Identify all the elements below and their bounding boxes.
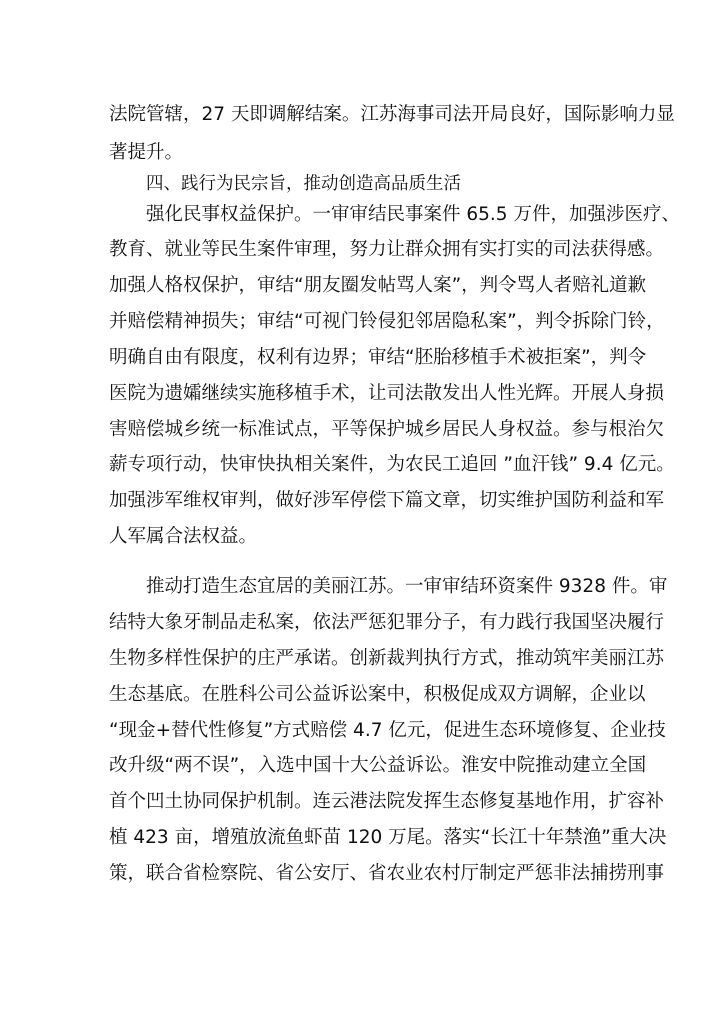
paragraph-line: 加强涉军维权审判，做好涉军停偿下篇文章，切实维护国防利益和军 [109, 490, 665, 511]
paragraph-line: 教育、就业等民生案件审理，努力让群众拥有实打实的司法获得感。 [109, 239, 665, 260]
paragraph-line: 并赔偿精神损失；审结“可视门铃侵犯邻居隐私案”，判令拆除门铃， [109, 311, 665, 332]
paragraph-line: 首个凹土协同保护机制。连云港法院发挥生态修复基地作用，扩容补 [109, 791, 665, 812]
paragraph-line: 策，联合省检察院、省公安厅、省农业农村厅制定严惩非法捕捞刑事 [109, 863, 665, 884]
section-heading: 四、践行为民宗旨，推动创造高品质生活 [146, 174, 461, 194]
paragraph-line: 著提升。 [109, 142, 184, 163]
paragraph-line: 生物多样性保护的庄严承诺。创新裁判执行方式，推动筑牢美丽江苏 [109, 648, 665, 669]
paragraph-line: 改升级“两不误”，入选中国十大公益诉讼。淮安中院推动建立全国 [109, 755, 647, 776]
paragraph-line: 生态基底。在胜科公司公益诉讼案中，积极促成双方调解，企业以 [109, 684, 646, 705]
paragraph-line: “现金+替代性修复”方式赔偿 4.7 亿元，促进生态环境修复、企业技 [109, 720, 666, 741]
paragraph-line: 人军属合法权益。 [109, 526, 258, 547]
paragraph-line: 法院管辖，27 天即调解结案。江苏海事司法开局良好，国际影响力显 [109, 104, 675, 125]
paragraph-line: 推动打造生态宜居的美丽江苏。一审审结环资案件 9328 件。审 [146, 576, 668, 597]
paragraph-line: 植 423 亩，增殖放流鱼虾苗 120 万尾。落实“长江十年禁渔”重大决 [109, 827, 667, 848]
paragraph-line: 加强人格权保护，审结“朋友圈发帖骂人案”，判令骂人者赔礼道歉 [109, 275, 647, 296]
paragraph-line: 薪专项行动，快审快执相关案件，为农民工追回 ”血汗钱” 9.4 亿元。 [109, 454, 675, 475]
paragraph-line: 强化民事权益保护。一审审结民事案件 65.5 万件，加强涉医疗、 [146, 204, 680, 225]
paragraph-line: 医院为遗孀继续实施移植手术，让司法散发出人性光辉。开展人身损 [109, 383, 665, 404]
paragraph-line: 害赔偿城乡统一标准试点，平等保护城乡居民人身权益。参与根治欠 [109, 419, 665, 440]
paragraph-line: 结特大象牙制品走私案，依法严惩犯罪分子，有力践行我国坚决履行 [109, 612, 665, 633]
paragraph-line: 明确自由有限度，权利有边界；审结“胚胎移植手术被拒案”，判令 [109, 347, 647, 368]
